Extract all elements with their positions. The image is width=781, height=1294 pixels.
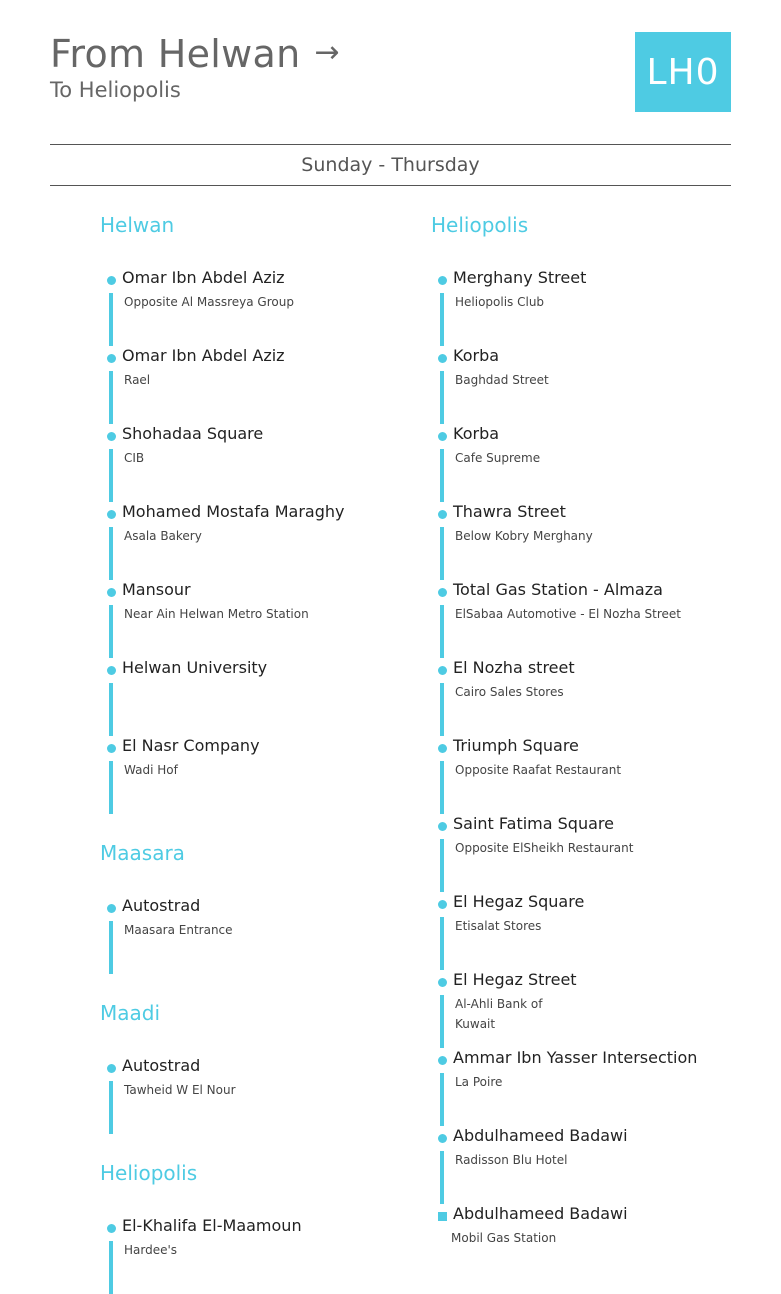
area-heading-maadi: Maadi xyxy=(100,1001,161,1025)
route-line xyxy=(440,527,444,580)
stop-detail: Heliopolis Club xyxy=(455,295,545,309)
stop-item[interactable] xyxy=(100,502,420,580)
stop-detail: La Poire xyxy=(455,1075,503,1089)
stop-detail: Etisalat Stores xyxy=(455,919,542,933)
stop-name: El-Khalifa El-Maamoun xyxy=(122,1216,302,1235)
route-line xyxy=(109,761,113,814)
stop-dot-icon xyxy=(107,666,116,675)
route-line xyxy=(440,293,444,346)
stop-detail: ElSabaa Automotive - El Nozha Street xyxy=(455,607,681,621)
stop-dot-icon xyxy=(438,432,447,441)
title-row xyxy=(50,32,340,76)
route-destination-subtitle: To Heliopolis xyxy=(50,78,181,102)
stop-list xyxy=(100,1216,420,1294)
stop-name: El Nasr Company xyxy=(122,736,260,755)
stop-name: El Hegaz Square xyxy=(453,892,585,911)
stop-item[interactable] xyxy=(100,580,420,658)
stop-dot-icon xyxy=(107,1064,116,1073)
stop-name: Autostrad xyxy=(122,1056,201,1075)
route-line xyxy=(109,293,113,346)
stop-detail: Asala Bakery xyxy=(124,529,202,543)
stop-name: Abdulhameed Badawi xyxy=(453,1126,628,1145)
stop-item[interactable] xyxy=(431,346,761,424)
route-line xyxy=(440,995,444,1048)
stop-dot-icon xyxy=(107,588,116,597)
stop-list xyxy=(100,1056,420,1134)
route-line xyxy=(440,371,444,424)
stop-item[interactable] xyxy=(100,896,420,974)
stop-name: Total Gas Station - Almaza xyxy=(453,580,663,599)
stop-dot-icon xyxy=(107,354,116,363)
stop-detail: CIB xyxy=(124,451,145,465)
area-heading-helwan: Helwan xyxy=(100,213,175,237)
stop-detail: Al-Ahli Bank of Kuwait xyxy=(455,997,543,1031)
stop-detail: Radisson Blu Hotel xyxy=(455,1153,568,1167)
route-line xyxy=(109,527,113,580)
stop-name: El Nozha street xyxy=(453,658,575,677)
stop-detail: Opposite Al Massreya Group xyxy=(124,295,294,309)
arrow-right-icon: → xyxy=(314,34,340,70)
stop-item[interactable] xyxy=(431,1048,761,1126)
route-line xyxy=(109,1241,113,1294)
route-line xyxy=(109,449,113,502)
route-origin-title: From Helwan xyxy=(50,32,301,76)
stop-dot-icon xyxy=(107,1224,116,1233)
stop-item[interactable] xyxy=(431,424,761,502)
stop-name: Helwan University xyxy=(122,658,268,677)
route-line xyxy=(440,683,444,736)
stop-dot-icon xyxy=(438,978,447,987)
stop-name: Triumph Square xyxy=(453,736,579,755)
stop-item[interactable] xyxy=(431,736,761,814)
route-line xyxy=(109,683,113,736)
stop-dot-icon xyxy=(438,822,447,831)
left-stops-column xyxy=(100,210,420,1294)
stop-item[interactable] xyxy=(431,892,761,970)
route-line xyxy=(440,605,444,658)
stop-item[interactable] xyxy=(431,502,761,580)
stop-item[interactable] xyxy=(100,424,420,502)
stop-item[interactable] xyxy=(100,1216,420,1294)
stop-name: Korba xyxy=(453,346,500,365)
stop-dot-icon xyxy=(438,588,447,597)
stop-detail: Near Ain Helwan Metro Station xyxy=(124,607,309,621)
stop-detail: Hardee's xyxy=(124,1243,178,1257)
stop-name: Thawra Street xyxy=(453,502,566,521)
stop-detail: Tawheid W El Nour xyxy=(124,1083,236,1097)
stop-dot-icon xyxy=(107,432,116,441)
stop-dot-icon xyxy=(438,744,447,753)
route-line xyxy=(109,921,113,974)
stop-detail: Mobil Gas Station xyxy=(451,1231,557,1245)
stop-detail: Maasara Entrance xyxy=(124,923,233,937)
stop-dot-icon xyxy=(438,354,447,363)
stop-dot-icon xyxy=(438,900,447,909)
stop-item[interactable] xyxy=(100,1056,420,1134)
stop-item[interactable] xyxy=(431,268,761,346)
stop-item[interactable] xyxy=(431,1126,761,1204)
stop-name: Mansour xyxy=(122,580,191,599)
stop-detail: Below Kobry Merghany xyxy=(455,529,593,543)
stop-dot-icon xyxy=(438,510,447,519)
stop-dot-icon xyxy=(438,1134,447,1143)
stop-item[interactable] xyxy=(100,658,420,736)
stop-dot-icon xyxy=(107,744,116,753)
route-header xyxy=(50,32,340,102)
stop-list xyxy=(100,268,420,814)
route-line xyxy=(440,449,444,502)
stop-detail: Opposite Raafat Restaurant xyxy=(455,763,622,777)
stop-name: Shohadaa Square xyxy=(122,424,264,443)
stop-item[interactable] xyxy=(100,346,420,424)
stop-name: Mohamed Mostafa Maraghy xyxy=(122,502,345,521)
stop-item[interactable] xyxy=(431,970,761,1048)
stop-name: Omar Ibn Abdel Aziz xyxy=(122,346,285,365)
stop-dot-icon xyxy=(107,510,116,519)
stop-dot-icon xyxy=(438,666,447,675)
stop-detail: Baghdad Street xyxy=(455,373,549,387)
stop-detail: Rael xyxy=(124,373,151,387)
route-line xyxy=(440,1151,444,1204)
stop-dot-icon xyxy=(438,1056,447,1065)
stop-detail: Opposite ElSheikh Restaurant xyxy=(455,841,634,855)
stop-detail: Cairo Sales Stores xyxy=(455,685,564,699)
stop-dot-icon xyxy=(438,276,447,285)
stop-item[interactable] xyxy=(100,268,420,346)
right-stops-column xyxy=(431,210,761,1282)
stop-detail: Wadi Hof xyxy=(124,763,178,777)
stop-item-final[interactable] xyxy=(431,1204,761,1282)
stop-name: Merghany Street xyxy=(453,268,587,287)
route-line xyxy=(440,1073,444,1126)
stop-name: Autostrad xyxy=(122,896,201,915)
stop-item[interactable] xyxy=(431,814,761,892)
stop-item[interactable] xyxy=(431,580,761,658)
stop-item[interactable] xyxy=(431,658,761,736)
route-line xyxy=(109,371,113,424)
stop-name: Omar Ibn Abdel Aziz xyxy=(122,268,285,287)
stop-name: El Hegaz Street xyxy=(453,970,577,989)
route-line xyxy=(109,605,113,658)
area-heading-heliopolis: Heliopolis xyxy=(431,213,529,237)
stop-name: Saint Fatima Square xyxy=(453,814,614,833)
stop-name: Ammar Ibn Yasser Intersection xyxy=(453,1048,698,1067)
stop-dot-icon xyxy=(107,276,116,285)
final-stop-square-icon xyxy=(438,1212,447,1221)
stop-name: Abdulhameed Badawi xyxy=(453,1204,628,1223)
schedule-days: Sunday - Thursday xyxy=(50,144,731,186)
stop-name: Korba xyxy=(453,424,500,443)
area-heading-maasara: Maasara xyxy=(100,841,185,865)
route-code-badge: LH0 xyxy=(635,32,731,112)
route-line xyxy=(440,917,444,970)
route-line xyxy=(109,1081,113,1134)
stop-list xyxy=(431,268,761,1282)
stop-item[interactable] xyxy=(100,736,420,814)
stop-detail: Cafe Supreme xyxy=(455,451,541,465)
route-line xyxy=(440,839,444,892)
stop-list xyxy=(100,896,420,974)
stop-dot-icon xyxy=(107,904,116,913)
area-heading-heliopolis: Heliopolis xyxy=(100,1161,198,1185)
route-line xyxy=(440,761,444,814)
